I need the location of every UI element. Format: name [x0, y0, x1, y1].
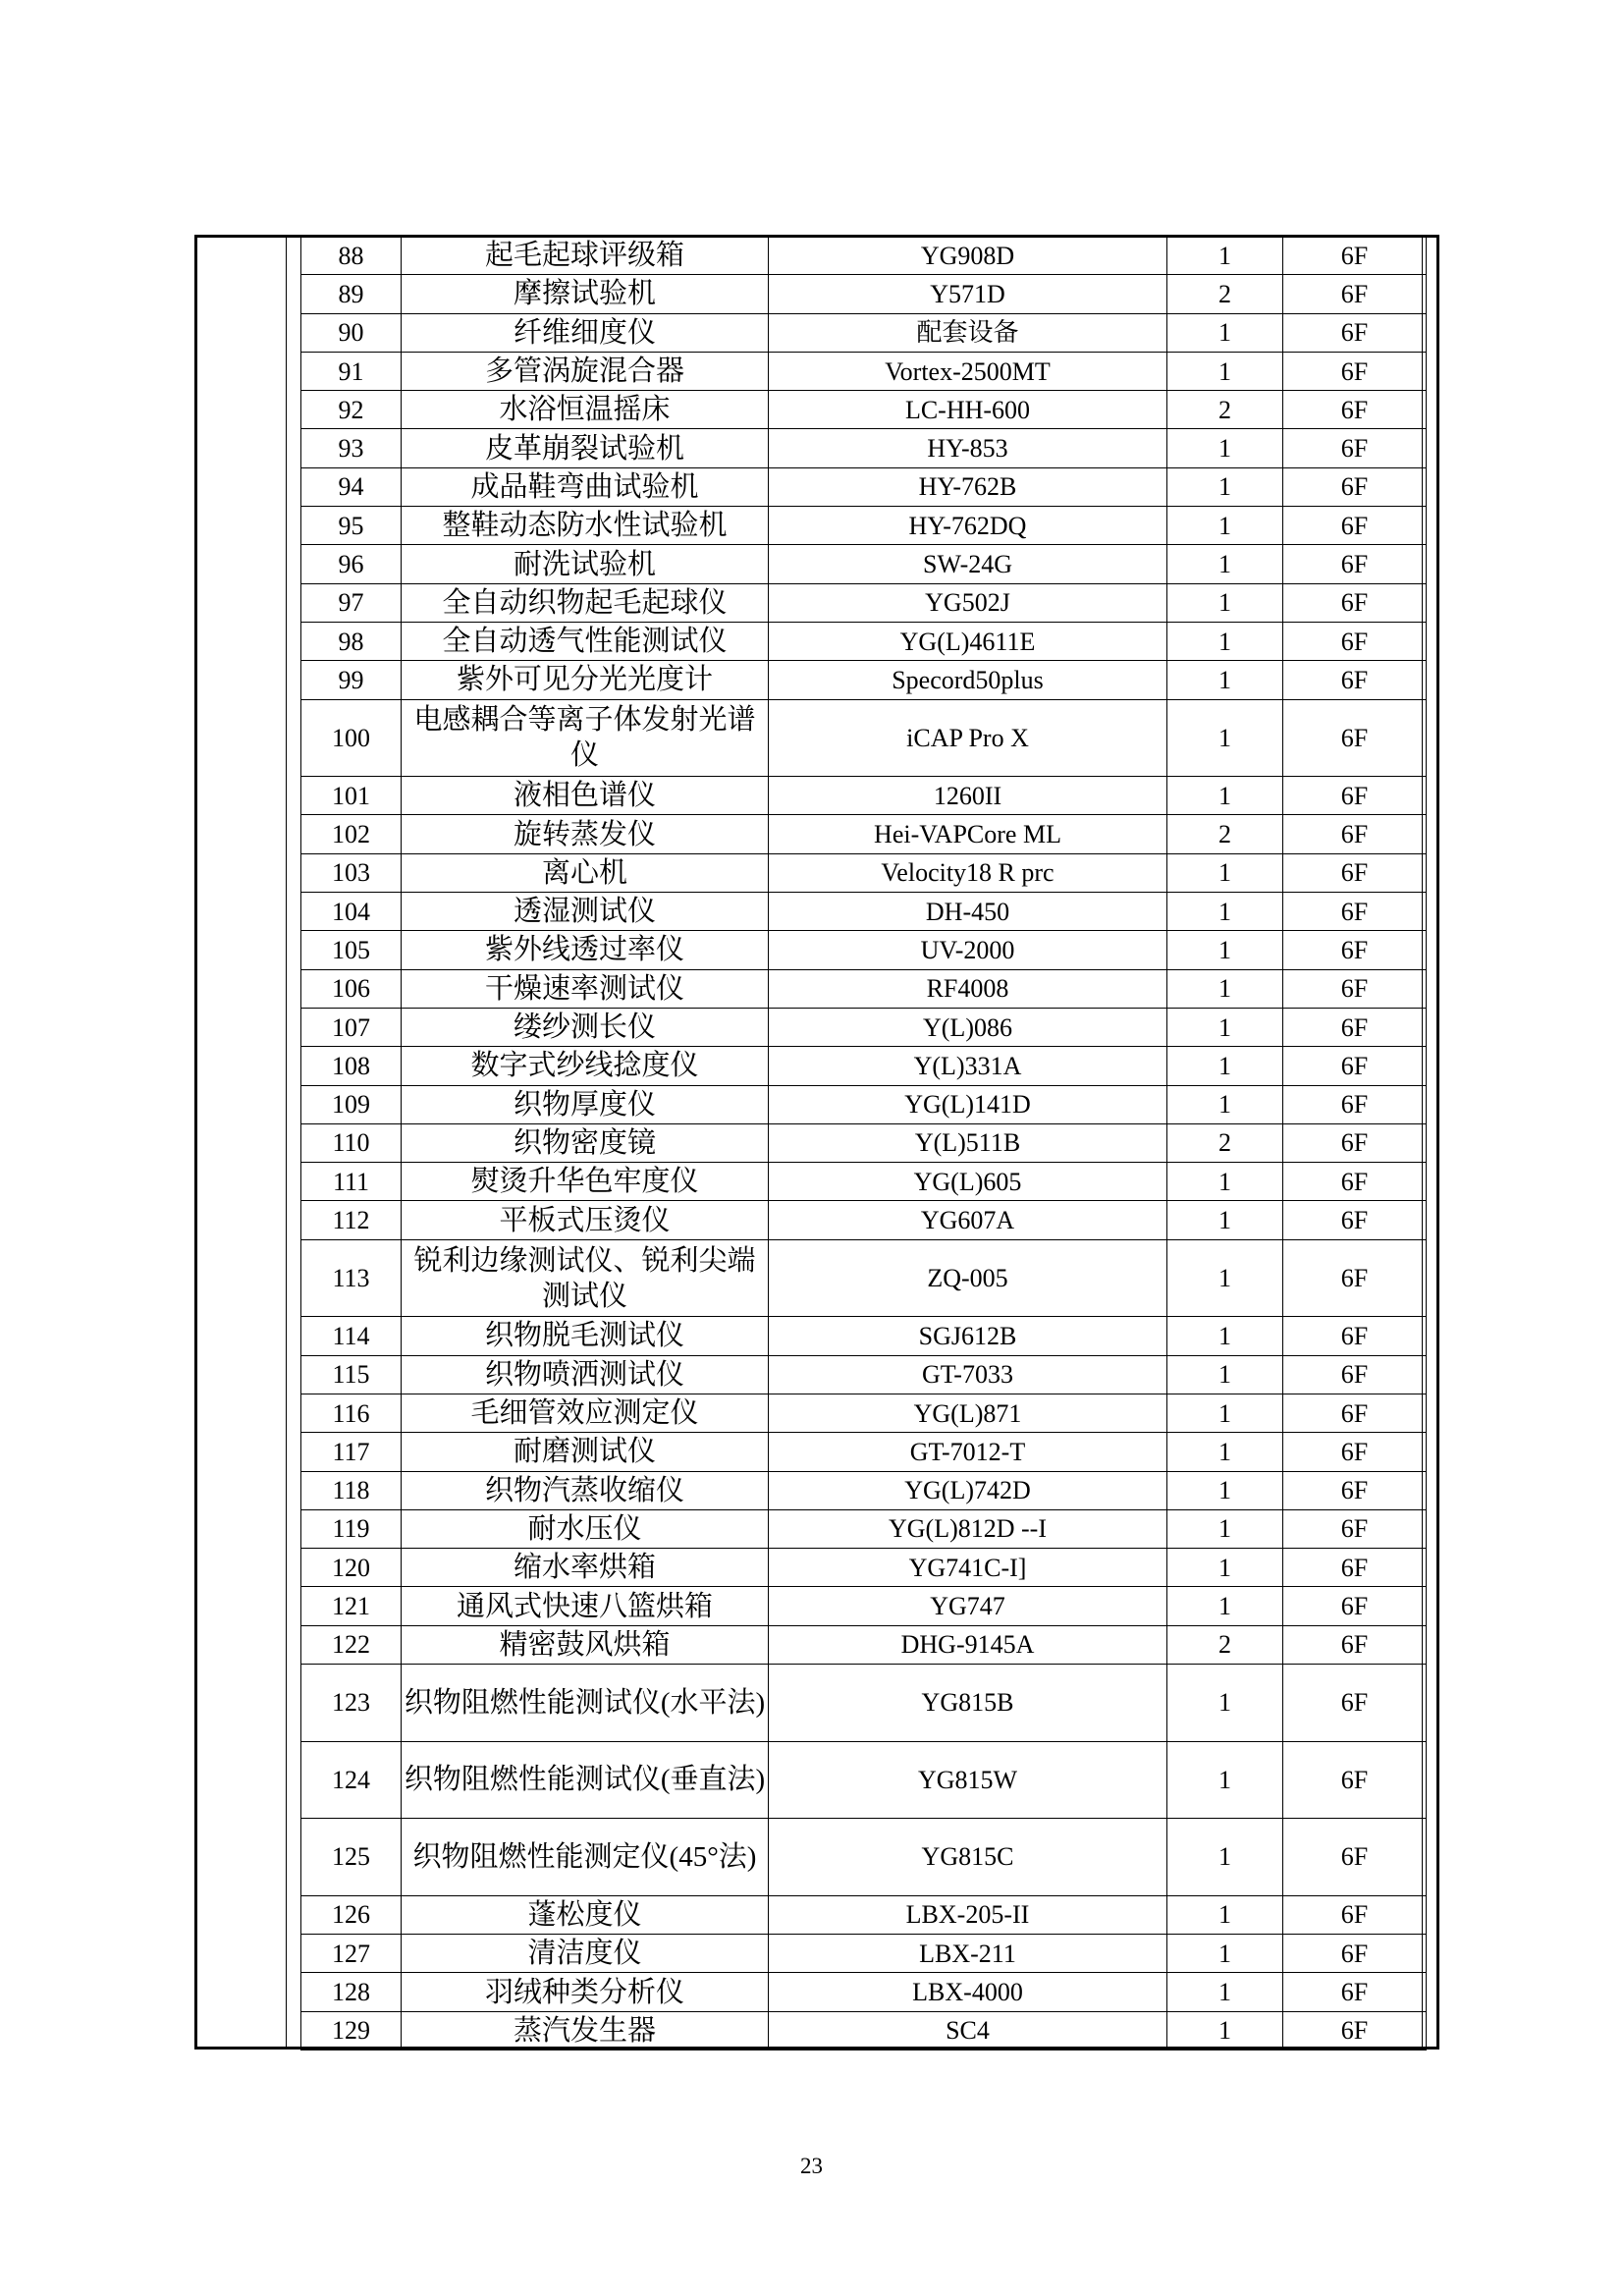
row-number-cell: 116 [301, 1394, 402, 1432]
equipment-name-cell: 平板式压烫仪 [402, 1201, 769, 1239]
equipment-name-cell: 干燥速率测试仪 [402, 969, 769, 1008]
equipment-name-cell: 紫外线透过率仪 [402, 931, 769, 969]
floor-cell: 6F [1283, 931, 1427, 969]
equipment-name-cell: 毛细管效应测定仪 [402, 1394, 769, 1432]
row-number-cell: 101 [301, 777, 402, 815]
equipment-name-cell: 透湿测试仪 [402, 893, 769, 931]
model-cell: YG502J [769, 583, 1167, 622]
table-row [301, 1008, 1427, 1046]
table-row [301, 969, 1427, 1008]
table-row [301, 1123, 1427, 1162]
equipment-name-cell: 起毛起球评级箱 [402, 237, 769, 275]
table-row [301, 1741, 1427, 1819]
model-cell: Y571D [769, 275, 1167, 313]
floor-cell: 6F [1283, 1625, 1427, 1664]
floor-cell: 6F [1283, 507, 1427, 545]
quantity-cell: 1 [1167, 1085, 1283, 1123]
quantity-cell: 1 [1167, 1317, 1283, 1355]
table-row [301, 931, 1427, 969]
equipment-name-cell: 清洁度仪 [402, 1935, 769, 1973]
row-number-cell: 107 [301, 1008, 402, 1046]
floor-cell: 6F [1283, 1163, 1427, 1201]
equipment-name-cell: 熨烫升华色牢度仪 [402, 1163, 769, 1201]
equipment-table [300, 236, 1427, 2050]
row-number-cell: 102 [301, 815, 402, 853]
model-cell: YG815C [769, 1819, 1167, 1896]
floor-cell: 6F [1283, 815, 1427, 853]
floor-cell: 6F [1283, 1509, 1427, 1548]
quantity-cell: 1 [1167, 467, 1283, 506]
equipment-name-cell: 液相色谱仪 [402, 777, 769, 815]
floor-cell: 6F [1283, 391, 1427, 429]
table-row [301, 1664, 1427, 1741]
quantity-cell: 1 [1167, 1973, 1283, 2011]
page-number: 23 [800, 2154, 823, 2178]
row-number-cell: 99 [301, 661, 402, 699]
table-row [301, 699, 1427, 777]
model-cell: Hei-VAPCore ML [769, 815, 1167, 853]
quantity-cell: 1 [1167, 1587, 1283, 1625]
table-row [301, 1509, 1427, 1548]
row-number-cell: 118 [301, 1471, 402, 1509]
model-cell: YG815W [769, 1741, 1167, 1819]
model-cell: LC-HH-600 [769, 391, 1167, 429]
quantity-cell: 2 [1167, 391, 1283, 429]
floor-cell: 6F [1283, 2011, 1427, 2050]
row-number-cell: 104 [301, 893, 402, 931]
table-row [301, 545, 1427, 583]
quantity-cell: 1 [1167, 583, 1283, 622]
quantity-cell: 1 [1167, 352, 1283, 390]
category-column-border [286, 238, 287, 2047]
model-cell: iCAP Pro X [769, 699, 1167, 777]
model-cell: Vortex-2500MT [769, 352, 1167, 390]
row-number-cell: 88 [301, 237, 402, 275]
equipment-name-cell: 皮革崩裂试验机 [402, 429, 769, 467]
quantity-cell: 1 [1167, 1239, 1283, 1317]
model-cell: ZQ-005 [769, 1239, 1167, 1317]
table-row [301, 1819, 1427, 1896]
quantity-cell: 1 [1167, 545, 1283, 583]
floor-cell: 6F [1283, 467, 1427, 506]
equipment-name-cell: 水浴恒温摇床 [402, 391, 769, 429]
floor-cell: 6F [1283, 777, 1427, 815]
floor-cell: 6F [1283, 583, 1427, 622]
row-number-cell: 110 [301, 1123, 402, 1162]
quantity-cell: 1 [1167, 1163, 1283, 1201]
table-row [301, 853, 1427, 892]
row-number-cell: 100 [301, 699, 402, 777]
model-cell: Specord50plus [769, 661, 1167, 699]
equipment-name-cell: 精密鼓风烘箱 [402, 1625, 769, 1664]
quantity-cell: 1 [1167, 237, 1283, 275]
model-cell: YG(L)4611E [769, 622, 1167, 660]
row-number-cell: 95 [301, 507, 402, 545]
equipment-name-cell: 耐磨测试仪 [402, 1433, 769, 1471]
model-cell: LBX-205-II [769, 1895, 1167, 1934]
row-number-cell: 119 [301, 1509, 402, 1548]
model-cell: YG815B [769, 1664, 1167, 1741]
model-cell: YG741C-I] [769, 1549, 1167, 1587]
floor-cell: 6F [1283, 1085, 1427, 1123]
table-row [301, 467, 1427, 506]
quantity-cell: 1 [1167, 777, 1283, 815]
row-number-cell: 92 [301, 391, 402, 429]
model-cell: HY-762DQ [769, 507, 1167, 545]
table-row [301, 1163, 1427, 1201]
model-cell: SC4 [769, 2011, 1167, 2050]
floor-cell: 6F [1283, 545, 1427, 583]
row-number-cell: 90 [301, 313, 402, 352]
quantity-cell: 1 [1167, 699, 1283, 777]
floor-cell: 6F [1283, 352, 1427, 390]
row-number-cell: 105 [301, 931, 402, 969]
model-cell: YG(L)605 [769, 1163, 1167, 1201]
floor-cell: 6F [1283, 275, 1427, 313]
floor-cell: 6F [1283, 1008, 1427, 1046]
quantity-cell: 1 [1167, 1895, 1283, 1934]
quantity-cell: 1 [1167, 969, 1283, 1008]
table-row [301, 275, 1427, 313]
table-row [301, 507, 1427, 545]
equipment-name-cell: 织物阻燃性能测试仪(水平法) [402, 1664, 769, 1741]
row-number-cell: 97 [301, 583, 402, 622]
row-number-cell: 124 [301, 1741, 402, 1819]
floor-cell: 6F [1283, 1201, 1427, 1239]
floor-cell: 6F [1283, 313, 1427, 352]
table-row [301, 1973, 1427, 2011]
floor-cell: 6F [1283, 1317, 1427, 1355]
quantity-cell: 1 [1167, 1549, 1283, 1587]
floor-cell: 6F [1283, 429, 1427, 467]
floor-cell: 6F [1283, 661, 1427, 699]
table-row [301, 1549, 1427, 1587]
model-cell: YG(L)871 [769, 1394, 1167, 1432]
table-row [301, 313, 1427, 352]
model-cell: YG(L)141D [769, 1085, 1167, 1123]
equipment-name-cell: 电感耦合等离子体发射光谱仪 [402, 699, 769, 777]
equipment-name-cell: 织物厚度仪 [402, 1085, 769, 1123]
equipment-name-cell: 耐洗试验机 [402, 545, 769, 583]
table-row [301, 1355, 1427, 1394]
floor-cell: 6F [1283, 1935, 1427, 1973]
row-number-cell: 111 [301, 1163, 402, 1201]
row-number-cell: 125 [301, 1819, 402, 1896]
model-cell: UV-2000 [769, 931, 1167, 969]
row-number-cell: 91 [301, 352, 402, 390]
model-cell: HY-853 [769, 429, 1167, 467]
row-number-cell: 126 [301, 1895, 402, 1934]
row-number-cell: 115 [301, 1355, 402, 1394]
floor-cell: 6F [1283, 1394, 1427, 1432]
equipment-name-cell: 摩擦试验机 [402, 275, 769, 313]
row-number-cell: 93 [301, 429, 402, 467]
table-row [301, 815, 1427, 853]
quantity-cell: 1 [1167, 1664, 1283, 1741]
table-row [301, 893, 1427, 931]
model-cell: YG(L)742D [769, 1471, 1167, 1509]
quantity-cell: 2 [1167, 275, 1283, 313]
quantity-cell: 2 [1167, 1123, 1283, 1162]
model-cell: LBX-211 [769, 1935, 1167, 1973]
table-row [301, 1895, 1427, 1934]
quantity-cell: 2 [1167, 1625, 1283, 1664]
equipment-name-cell: 织物阻燃性能测定仪(45°法) [402, 1819, 769, 1896]
table-row [301, 1433, 1427, 1471]
quantity-cell: 1 [1167, 1509, 1283, 1548]
quantity-cell: 1 [1167, 1819, 1283, 1896]
row-number-cell: 123 [301, 1664, 402, 1741]
table-row [301, 1085, 1427, 1123]
floor-cell: 6F [1283, 1239, 1427, 1317]
floor-cell: 6F [1283, 1587, 1427, 1625]
floor-cell: 6F [1283, 969, 1427, 1008]
row-number-cell: 106 [301, 969, 402, 1008]
row-number-cell: 103 [301, 853, 402, 892]
quantity-cell: 2 [1167, 815, 1283, 853]
table-row [301, 1935, 1427, 1973]
equipment-name-cell: 织物脱毛测试仪 [402, 1317, 769, 1355]
row-number-cell: 112 [301, 1201, 402, 1239]
equipment-name-cell: 成品鞋弯曲试验机 [402, 467, 769, 506]
equipment-table-body [301, 237, 1427, 2050]
quantity-cell: 1 [1167, 1433, 1283, 1471]
table-row [301, 2011, 1427, 2050]
floor-cell: 6F [1283, 1895, 1427, 1934]
table-row [301, 661, 1427, 699]
table-row [301, 622, 1427, 660]
equipment-name-cell: 缕纱测长仪 [402, 1008, 769, 1046]
quantity-cell: 1 [1167, 507, 1283, 545]
row-number-cell: 114 [301, 1317, 402, 1355]
quantity-cell: 1 [1167, 893, 1283, 931]
quantity-cell: 1 [1167, 622, 1283, 660]
row-number-cell: 89 [301, 275, 402, 313]
table-row [301, 429, 1427, 467]
equipment-name-cell: 缩水率烘箱 [402, 1549, 769, 1587]
model-cell: YG908D [769, 237, 1167, 275]
floor-cell: 6F [1283, 893, 1427, 931]
floor-cell: 6F [1283, 1123, 1427, 1162]
floor-cell: 6F [1283, 699, 1427, 777]
equipment-name-cell: 数字式纱线捻度仪 [402, 1047, 769, 1085]
quantity-cell: 1 [1167, 429, 1283, 467]
row-number-cell: 98 [301, 622, 402, 660]
quantity-cell: 1 [1167, 1008, 1283, 1046]
model-cell: Y(L)086 [769, 1008, 1167, 1046]
row-number-cell: 109 [301, 1085, 402, 1123]
floor-cell: 6F [1283, 1819, 1427, 1896]
table-row [301, 237, 1427, 275]
row-number-cell: 96 [301, 545, 402, 583]
model-cell: YG(L)812D --I [769, 1509, 1167, 1548]
quantity-cell: 1 [1167, 1201, 1283, 1239]
row-number-cell: 108 [301, 1047, 402, 1085]
floor-cell: 6F [1283, 1433, 1427, 1471]
floor-cell: 6F [1283, 853, 1427, 892]
equipment-name-cell: 旋转蒸发仪 [402, 815, 769, 853]
row-number-cell: 128 [301, 1973, 402, 2011]
equipment-name-cell: 全自动织物起毛起球仪 [402, 583, 769, 622]
model-cell: Velocity18 R prc [769, 853, 1167, 892]
quantity-cell: 1 [1167, 1741, 1283, 1819]
table-row [301, 1471, 1427, 1509]
model-cell: GT-7012-T [769, 1433, 1167, 1471]
table-row [301, 1625, 1427, 1664]
model-cell: Y(L)331A [769, 1047, 1167, 1085]
equipment-name-cell: 织物喷洒测试仪 [402, 1355, 769, 1394]
model-cell: YG747 [769, 1587, 1167, 1625]
quantity-cell: 1 [1167, 313, 1283, 352]
floor-cell: 6F [1283, 237, 1427, 275]
model-cell: LBX-4000 [769, 1973, 1167, 2011]
table-row [301, 777, 1427, 815]
row-number-cell: 117 [301, 1433, 402, 1471]
floor-cell: 6F [1283, 1047, 1427, 1085]
floor-cell: 6F [1283, 1973, 1427, 2011]
table-row [301, 1587, 1427, 1625]
quantity-cell: 1 [1167, 1935, 1283, 1973]
model-cell: 1260II [769, 777, 1167, 815]
row-number-cell: 122 [301, 1625, 402, 1664]
row-number-cell: 129 [301, 2011, 402, 2050]
model-cell: SW-24G [769, 545, 1167, 583]
equipment-name-cell: 蓬松度仪 [402, 1895, 769, 1934]
quantity-cell: 1 [1167, 853, 1283, 892]
model-cell: HY-762B [769, 467, 1167, 506]
equipment-name-cell: 整鞋动态防水性试验机 [402, 507, 769, 545]
equipment-name-cell: 离心机 [402, 853, 769, 892]
quantity-cell: 1 [1167, 1394, 1283, 1432]
table-row [301, 1201, 1427, 1239]
quantity-cell: 1 [1167, 931, 1283, 969]
equipment-name-cell: 纤维细度仪 [402, 313, 769, 352]
row-number-cell: 120 [301, 1549, 402, 1587]
equipment-name-cell: 通风式快速八篮烘箱 [402, 1587, 769, 1625]
equipment-name-cell: 耐水压仪 [402, 1509, 769, 1548]
table-row [301, 1047, 1427, 1085]
table-row [301, 1394, 1427, 1432]
floor-cell: 6F [1283, 1471, 1427, 1509]
floor-cell: 6F [1283, 1355, 1427, 1394]
model-cell: DH-450 [769, 893, 1167, 931]
floor-cell: 6F [1283, 1741, 1427, 1819]
model-cell: DHG-9145A [769, 1625, 1167, 1664]
model-cell: RF4008 [769, 969, 1167, 1008]
equipment-name-cell: 织物阻燃性能测试仪(垂直法) [402, 1741, 769, 1819]
table-row [301, 1317, 1427, 1355]
table-row [301, 391, 1427, 429]
table-row [301, 1239, 1427, 1317]
equipment-name-cell: 全自动透气性能测试仪 [402, 622, 769, 660]
quantity-cell: 1 [1167, 1355, 1283, 1394]
floor-cell: 6F [1283, 1664, 1427, 1741]
table-row [301, 352, 1427, 390]
floor-cell: 6F [1283, 1549, 1427, 1587]
floor-cell: 6F [1283, 622, 1427, 660]
equipment-name-cell: 紫外可见分光光度计 [402, 661, 769, 699]
quantity-cell: 1 [1167, 661, 1283, 699]
equipment-name-cell: 多管涡旋混合器 [402, 352, 769, 390]
equipment-name-cell: 羽绒种类分析仪 [402, 1973, 769, 2011]
model-cell: SGJ612B [769, 1317, 1167, 1355]
model-cell: 配套设备 [769, 313, 1167, 352]
model-cell: YG607A [769, 1201, 1167, 1239]
equipment-name-cell: 织物密度镜 [402, 1123, 769, 1162]
table-row [301, 583, 1427, 622]
row-number-cell: 127 [301, 1935, 402, 1973]
equipment-name-cell: 蒸汽发生器 [402, 2011, 769, 2050]
equipment-name-cell: 锐利边缘测试仪、锐利尖端测试仪 [402, 1239, 769, 1317]
model-cell: Y(L)511B [769, 1123, 1167, 1162]
row-number-cell: 121 [301, 1587, 402, 1625]
quantity-cell: 1 [1167, 2011, 1283, 2050]
quantity-cell: 1 [1167, 1471, 1283, 1509]
row-number-cell: 94 [301, 467, 402, 506]
quantity-cell: 1 [1167, 1047, 1283, 1085]
row-number-cell: 113 [301, 1239, 402, 1317]
model-cell: GT-7033 [769, 1355, 1167, 1394]
equipment-name-cell: 织物汽蒸收缩仪 [402, 1471, 769, 1509]
